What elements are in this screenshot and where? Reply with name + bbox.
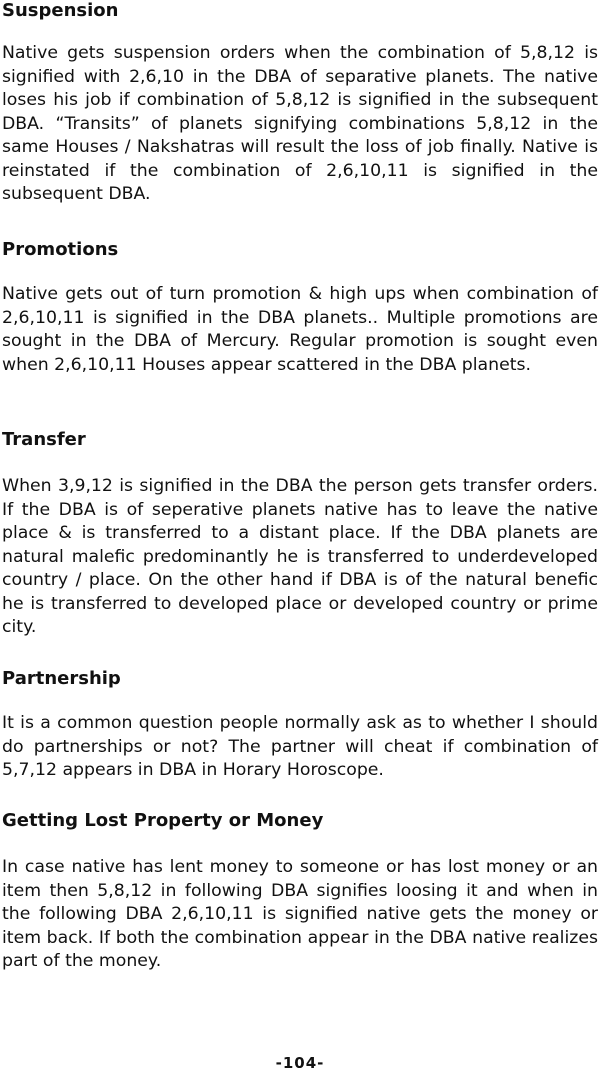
paragraph-promotions: Native gets out of turn promotion & high ups when combination of 2,6,10,11 is signified in the DBA planets.. Multiple promotions are sought in the DBA of Mercury. Regular promotion is sought even when 2,6,10,11 Houses appear scattered in the DBA planets. [2, 284, 598, 375]
heading-partnership: Partnership [2, 668, 121, 689]
heading-suspension: Suspension [2, 0, 119, 21]
heading-promotions: Promotions [2, 239, 119, 260]
heading-transfer: Transfer [2, 429, 86, 450]
paragraph-lost-property: In case native has lent money to someone or has lost money or an item then 5,8,12 in following DBA signifies loosing it and when in the following DBA 2,6,10,11 is signified native gets the money or item back. If both the combination appear in the DBA native realizes part of the money. [2, 857, 598, 971]
heading-lost-property: Getting Lost Property or Money [2, 810, 324, 831]
paragraph-suspension: Native gets suspension orders when the combination of 5,8,12 is signified with 2,6,10 in the DBA of separative planets. The native loses his job if combination of 5,8,12 is signified in the subsequent DBA. “Transits” of planets signifying combinations 5,8,12 in the same Houses / Nakshatras will result the loss of job finally. Native is reinstated if the combination of 2,6,10,11 is signified in the subsequent DBA. [2, 43, 598, 204]
page-number: -104- [275, 1054, 325, 1072]
paragraph-transfer: When 3,9,12 is signified in the DBA the person gets transfer orders. If the DBA is of seperative planets native has to leave the native place & is transferred to a distant place. If the DBA planets are natural malefic predominantly he is transferred to underdeveloped country / place. On the other hand if DBA is of the natural benefic he is transferred to developed place or developed country or prime city. [2, 476, 598, 637]
paragraph-partnership: It is a common question people normally ask as to whether I should do partnerships or not? The partner will cheat if combination of 5,7,12 appears in DBA in Horary Horoscope. [2, 713, 598, 780]
